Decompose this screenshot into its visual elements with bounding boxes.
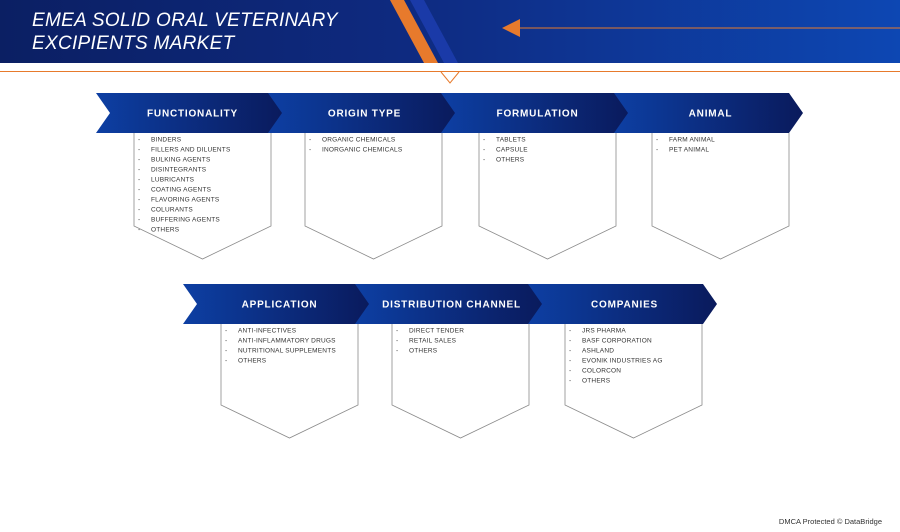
list-bullet: - [396,327,399,335]
list-item-organic-chemicals: ORGANIC CHEMICALS [322,136,396,144]
list-bullet: - [225,337,228,345]
list-item-inorganic-chemicals: INORGANIC CHEMICALS [322,146,403,154]
list-item-anti-inflammatory-drugs: ANTI-INFLAMMATORY DRUGS [238,337,336,345]
list-item-direct-tender: DIRECT TENDER [409,327,465,335]
segment-title-formulation: FORMULATION [496,108,579,120]
list-bullet: - [138,136,141,144]
segment-title-animal: ANIMAL [688,108,733,120]
list-bullet: - [138,166,141,174]
segment-title-origin-type: ORIGIN TYPE [327,108,402,120]
list-bullet: - [569,367,572,375]
list-bullet: - [483,146,486,154]
list-bullet: - [483,156,486,164]
list-bullet: - [138,226,141,234]
list-item-jrs-pharma: JRS PHARMA [582,327,626,335]
list-bullet: - [483,136,486,144]
list-item-others: OTHERS [238,357,267,365]
list-bullet: - [396,347,399,355]
list-bullet: - [138,156,141,164]
list-item-binders: BINDERS [151,136,182,144]
list-item-bulking-agents: BULKING AGENTS [151,156,211,164]
segment-row-2 [183,284,717,438]
list-bullet: - [309,146,312,154]
title-line-1: EMEA SOLID ORAL VETERINARY [32,10,338,31]
list-bullet: - [396,337,399,345]
list-bullet: - [569,337,572,345]
list-item-fillers-and-diluents: FILLERS AND DILUENTS [151,146,231,154]
list-bullet: - [138,196,141,204]
list-bullet: - [225,327,228,335]
list-item-retail-sales: RETAIL SALES [409,337,457,345]
list-item-colorcon: COLORCON [582,367,622,375]
list-item-buffering-agents: BUFFERING AGENTS [151,216,220,224]
list-item-disintegrants: DISINTEGRANTS [151,166,207,174]
list-item-flavoring-agents: FLAVORING AGENTS [151,196,220,204]
segment-row-1 [96,93,803,259]
title-line-2: EXCIPIENTS MARKET [32,33,235,54]
segment-title-companies: COMPANIES [590,299,659,311]
list-bullet: - [656,136,659,144]
segment-title-application: APPLICATION [241,299,318,311]
list-item-lubricants: LUBRICANTS [151,176,195,184]
list-item-colurants: COLURANTS [151,206,193,214]
list-item-others: OTHERS [496,156,525,164]
list-item-tablets: TABLETS [496,136,526,144]
list-bullet: - [569,357,572,365]
list-item-basf-corporation: BASF CORPORATION [582,337,652,345]
list-bullet: - [138,216,141,224]
list-bullet: - [138,186,141,194]
list-bullet: - [138,146,141,154]
list-item-nutritional-supplements: NUTRITIONAL SUPPLEMENTS [238,347,336,355]
segment-title-functionality: FUNCTIONALITY [147,108,238,120]
footer-text: DMCA Protected © DataBridge [778,517,882,526]
list-item-others: OTHERS [151,226,180,234]
list-item-pet-animal: PET ANIMAL [669,146,710,154]
list-bullet: - [569,327,572,335]
list-bullet: - [656,146,659,154]
list-item-capsule: CAPSULE [496,146,528,154]
list-item-evonik-industries-ag: EVONIK INDUSTRIES AG [582,357,663,365]
list-item-ashland: ASHLAND [582,347,615,355]
list-item-farm-animal: FARM ANIMAL [669,136,715,144]
list-item-others: OTHERS [409,347,438,355]
list-item-coating-agents: COATING AGENTS [151,186,212,194]
list-bullet: - [569,347,572,355]
list-bullet: - [138,206,141,214]
list-bullet: - [309,136,312,144]
list-item-anti-infectives: ANTI-INFECTIVES [238,327,297,335]
list-bullet: - [225,347,228,355]
segment-title-distribution-channel: DISTRIBUTION CHANNEL [382,299,521,311]
list-bullet: - [225,357,228,365]
list-bullet: - [138,176,141,184]
list-item-others: OTHERS [582,377,611,385]
list-bullet: - [569,377,572,385]
